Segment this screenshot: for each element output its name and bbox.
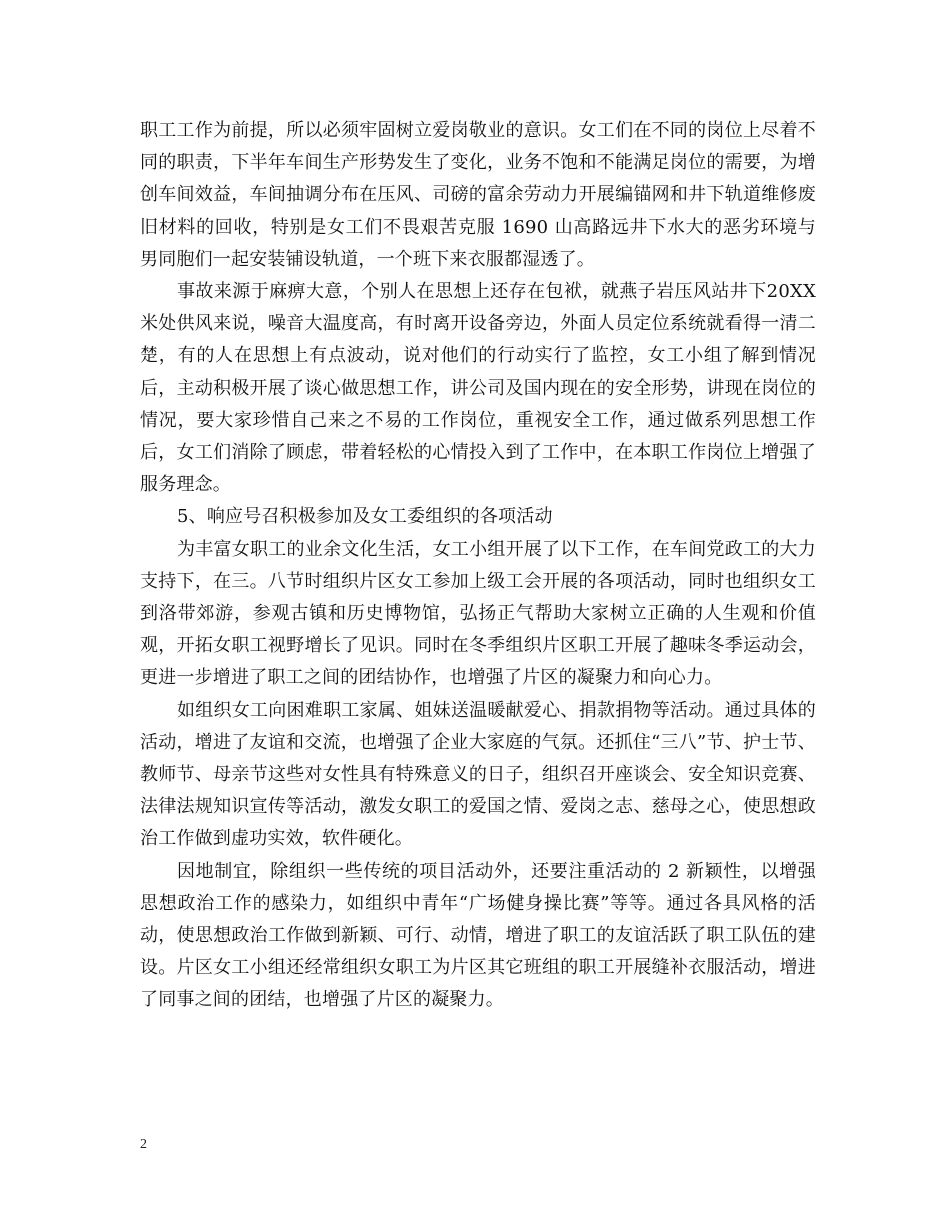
page-number: 2 xyxy=(140,1137,147,1152)
paragraph-cultural-life: 为丰富女职工的业余文化生活，女工小组开展了以下工作，在车间党政工的大力支持下，在三。八节时组织片区女工参加上级工会开展的各项活动，同时也组织女工到洛带郊游，参观古镇和历史博物馆，弘扬正气帮助大家树立正确的人生观和价值观，开拓女职工视野增长了见识。同时在冬季组织片区职工开展了趣味冬季运动会，更进一步增进了职工之间的团结协作，也增强了片区的凝聚力和向心力。 xyxy=(140,538,816,689)
paragraph-care-activities: 如组织女工向困难职工家属、姐妹送温暖献爱心、捐款捐物等活动。通过具体的活动，增进了友谊和交流，也增强了企业大家庭的气氛。还抓住“三八”节、护士节、教师节、母亲节这些对女性具有特殊意义的日子，组织召开座谈会、安全知识竞赛、法律法规知识宣传等活动，激发女职工的爱国之情、爱岗之志、慈母之心，使思想政治工作做到虚功实效，软件硬化。 xyxy=(140,699,816,850)
paragraph-innovative-activities: 因地制宜，除组织一些传统的项目活动外，还要注重活动的 2 新颖性，以增强思想政治工作的感染力，如组织中青年“广场健身操比赛”等等。通过各具风格的活动，使思想政治工作做到新颖、可行、动情，增进了职工的友谊活跃了职工队伍的建设。片区女工小组还经常组织女职工为片区其它班组的职工开展缝补衣服活动，增进了同事之间的团结，也增强了片区的凝聚力。 xyxy=(140,860,816,1011)
paragraph-accident-prevention: 事故来源于麻痹大意，个别人在思想上还存在包袱，就燕子岩压风站井下20XX 米处供风来说，噪音大温度高，有时离开设备旁边，外面人员定位系统就看得一清二楚，有的人在思想上有点波动，说对他们的行动实行了监控，女工小组了解到情况后，主动积极开展了谈心做思想工作，讲公司及国内现在的安全形势，讲现在岗位的情况，要大家珍惜自己来之不易的工作岗位，重视安全工作，通过做系列思想工作后，女工们消除了顾虑，带着轻松的心情投入到了工作中，在本职工作岗位上增强了服务理念。 xyxy=(140,281,816,496)
section-heading-activities: 5、响应号召积极参加及女工委组织的各项活动 xyxy=(177,506,553,528)
document-body xyxy=(140,115,816,1017)
paragraph-women-workers-duties: 职工工作为前提，所以必须牢固树立爱岗敬业的意识。女工们在不同的岗位上尽着不同的职责，下半年车间生产形势发生了变化，业务不饱和不能满足岗位的需要，为增创车间效益，车间抽调分布在压风、司磅的富余劳动力开展编锚网和井下轨道维修废旧材料的回收，特别是女工们不畏艰苦克服 1690 山高路远井下水大的恶劣环境与男同胞们一起安装铺设轨道，一个班下来衣服都湿透了。 xyxy=(140,120,816,270)
